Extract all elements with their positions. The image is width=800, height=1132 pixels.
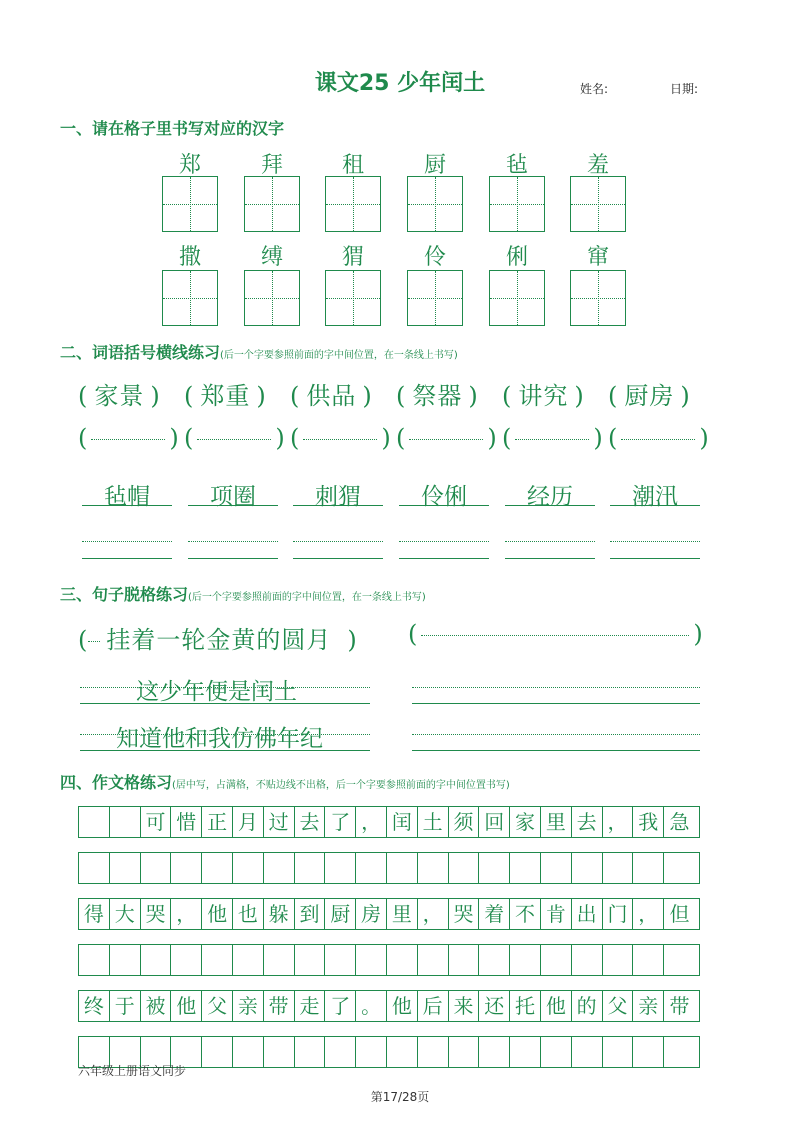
grid-cell[interactable] [325,853,356,883]
line-word: 潮汛 [632,484,678,510]
grid-cell: 着 [479,899,510,929]
name-label: 姓名: [580,82,609,96]
grid-cell: 亲 [233,991,264,1021]
grid-cell[interactable] [325,945,356,975]
grid-cell: ， [356,807,387,837]
grid-cell[interactable] [541,1037,572,1067]
blank-writing-line[interactable] [82,558,172,559]
char-label: 厨 [423,153,446,178]
word-underline [293,505,383,506]
grid-cell[interactable] [418,1037,449,1067]
grid-cell[interactable] [356,945,387,975]
tian-grid-box[interactable] [244,176,300,232]
grid-cell[interactable] [449,1037,480,1067]
paren-word: ( 讲究 ) [502,382,585,410]
paren-word-text: 讲究 [518,382,569,410]
grid-cell[interactable] [449,945,480,975]
paren-word: ( 郑重 ) [184,382,267,410]
sentence-paren: ( 挂着一轮金黄的圆月 ) [78,626,358,654]
grid-cell[interactable] [295,853,326,883]
char-label: 窜 [586,245,609,270]
grid-cell[interactable] [79,945,110,975]
grid-cell[interactable] [572,1037,603,1067]
page-number: 第17/28页 [370,1090,430,1104]
grid-cell: 亲 [633,991,664,1021]
tian-grid-box[interactable] [407,270,463,326]
grid-cell: 家 [510,807,541,837]
section4-note: (居中写，占满格，不贴边线不出格，后一个字要参照前面的字中间位置书写) [172,780,510,791]
grid-cell: 急 [669,810,690,834]
word-underline [399,505,489,506]
blank-dotted-guide [412,734,700,735]
grid-cell: 去 [572,807,603,837]
grid-cell: 托 [510,991,541,1021]
blank-writing-line[interactable] [412,750,700,751]
line-word: 刺猬 [315,484,361,510]
grid-cell: 他 [387,991,418,1021]
tian-grid-box[interactable] [570,176,626,232]
grid-cell: ， [603,807,634,837]
word-underline [188,505,278,506]
paren-word-text: 郑重 [200,382,251,410]
grid-cell: 父 [202,991,233,1021]
grid-cell: 他 [171,991,202,1021]
grid-row [78,898,700,930]
section4-title: 四、作文格练习 [60,773,173,792]
sentence-underline [80,703,370,704]
grid-cell: 闰 [387,807,418,837]
blank-dotted-guide [610,541,700,542]
blank-dotted-guide [82,541,172,542]
grid-cell[interactable] [110,945,141,975]
grid-cell: 来 [449,991,480,1021]
line-word: 经历 [527,484,573,510]
section2-title: 二、词语括号横线练习 [60,343,221,362]
sentence-text: 知道他和我仿佛年纪 [116,726,323,752]
blank-writing-line[interactable] [188,558,278,559]
grid-cell: 了 [325,991,356,1021]
section3-note: (后一个字要参照前面的字中间位置，在一条线上书写) [188,592,426,603]
grid-cell: 的 [572,991,603,1021]
tian-grid-box[interactable] [570,270,626,326]
grid-cell[interactable] [510,1037,541,1067]
grid-cell: ， [171,899,202,929]
grid-cell: 还 [479,991,510,1021]
grid-cell[interactable] [171,945,202,975]
tian-grid-box[interactable] [489,176,545,232]
empty-paren-field[interactable]: ( ) [502,424,603,452]
empty-paren-field[interactable]: ( ) [290,424,391,452]
grid-cell[interactable] [202,853,233,883]
grid-cell: 惜 [171,807,202,837]
grid-cell: 过 [264,807,295,837]
grid-cell: ， [418,899,449,929]
word-underline [505,505,595,506]
grid-cell: 可 [141,807,172,837]
grid-cell[interactable] [356,1037,387,1067]
grid-cell[interactable] [264,853,295,883]
empty-paren-field[interactable]: ( ) [608,424,709,452]
blank-writing-line[interactable] [505,558,595,559]
grid-cell: 肯 [541,899,572,929]
grid-cell[interactable] [479,945,510,975]
grid-cell: 须 [449,807,480,837]
grid-row [78,806,700,838]
section4-heading [60,770,510,793]
grid-cell[interactable] [233,1037,264,1067]
paren-word-text: 厨房 [624,382,675,410]
grid-cell[interactable] [295,1037,326,1067]
blank-dotted-guide [399,541,489,542]
section2-heading [60,340,458,363]
grid-cell[interactable] [603,1037,634,1067]
grid-row [78,944,700,976]
word-underline [82,505,172,506]
grid-cell: 也 [233,899,264,929]
grid-cell[interactable] [541,853,572,883]
grid-cell[interactable] [202,1037,233,1067]
empty-paren-field[interactable]: ( ) [396,424,497,452]
blank-writing-line[interactable] [412,703,700,704]
grid-cell[interactable] [295,945,326,975]
grid-cell[interactable] [418,945,449,975]
grid-cell[interactable] [572,945,603,975]
grid-cell: 躲 [264,899,295,929]
paren-word-text: 供品 [306,382,357,410]
grid-cell: 出 [572,899,603,929]
grid-cell: 不 [510,899,541,929]
grid-cell: 我 [633,807,664,837]
section1-heading: 一、请在格子里书写对应的汉字 [60,119,285,138]
empty-sentence-field[interactable]: ( ) [408,620,703,648]
grid-cell[interactable] [264,945,295,975]
word-underline [610,505,700,506]
grid-cell[interactable] [633,853,664,883]
char-label: 伶 [423,245,446,270]
tian-grid-box[interactable] [489,270,545,326]
grid-cell: 但 [669,902,690,926]
char-label: 毡 [505,153,528,178]
tian-grid-box[interactable] [407,176,463,232]
grid-cell: 回 [479,807,510,837]
blank-writing-line[interactable] [610,558,700,559]
grid-cell[interactable] [264,1037,295,1067]
char-label: 撒 [178,245,201,270]
tian-grid-box[interactable] [162,270,218,326]
grid-cell[interactable] [356,853,387,883]
grid-cell: 得 [79,899,110,929]
grid-cell: 走 [295,991,326,1021]
grid-cell[interactable] [664,853,695,883]
grid-cell: 被 [141,991,172,1021]
char-label: 租 [341,153,364,178]
grid-cell[interactable] [79,853,110,883]
grid-cell[interactable] [479,853,510,883]
line-word: 伶俐 [421,484,467,510]
grid-cell: 后 [418,991,449,1021]
grid-cell: 带 [264,991,295,1021]
grid-cell: 于 [110,991,141,1021]
paren-word: ( 供品 ) [290,382,373,410]
grid-cell: 正 [202,807,233,837]
grid-cell: 里 [541,807,572,837]
tian-grid-box[interactable] [162,176,218,232]
grid-cell[interactable] [202,945,233,975]
grid-cell[interactable] [141,945,172,975]
section3-heading [60,582,426,605]
sentence-text: 这少年便是闰土 [136,679,297,705]
grid-cell: 大 [110,899,141,929]
grid-cell: 门 [603,899,634,929]
book-name: 六年级上册语文同步 [78,1064,187,1078]
grid-cell[interactable] [572,853,603,883]
paren-word-text: 家景 [94,382,145,410]
grid-cell[interactable] [664,1037,695,1067]
grid-cell: 他 [202,899,233,929]
grid-cell: ， [633,899,664,929]
section3-title: 三、句子脱格练习 [60,585,189,604]
grid-row [78,852,700,884]
blank-dotted-guide [412,687,700,688]
char-label: 羞 [586,153,609,178]
paren-word: ( 厨房 ) [608,382,691,410]
char-label: 缚 [260,245,283,270]
grid-cell: 带 [669,994,690,1018]
blank-writing-line[interactable] [293,558,383,559]
grid-cell: 他 [541,991,572,1021]
tian-grid-box[interactable] [325,270,381,326]
grid-cell: 去 [295,807,326,837]
grid-cell[interactable] [449,853,480,883]
grid-cell[interactable] [387,853,418,883]
grid-cell[interactable] [79,807,110,837]
grid-cell[interactable] [664,945,695,975]
char-label: 猬 [341,245,364,270]
grid-cell[interactable] [418,853,449,883]
grid-cell[interactable] [633,945,664,975]
paren-word: ( 家景 ) [78,382,161,410]
grid-cell[interactable] [541,945,572,975]
grid-cell: 房 [356,899,387,929]
blank-dotted-guide [505,541,595,542]
empty-paren-field[interactable]: ( ) [78,424,179,452]
line-word: 毡帽 [104,484,150,510]
paren-word-text: 祭器 [412,382,463,410]
page-title: 课文25 少年闰土 [314,71,486,96]
grid-cell[interactable] [510,945,541,975]
sentence-text: 挂着一轮金黄的圆月 [106,626,332,654]
grid-cell[interactable] [510,853,541,883]
char-label: 郑 [178,153,201,178]
composition-grid [78,806,700,1068]
grid-cell: 哭 [449,899,480,929]
grid-cell[interactable] [603,945,634,975]
date-label: 日期: [670,82,699,96]
tian-grid-box[interactable] [244,270,300,326]
grid-cell: 月 [233,807,264,837]
tian-grid-box[interactable] [325,176,381,232]
empty-paren-field[interactable]: ( ) [184,424,285,452]
blank-writing-line[interactable] [399,558,489,559]
section2-note: (后一个字要参照前面的字中间位置，在一条线上书写) [220,350,458,361]
grid-cell: 到 [295,899,326,929]
grid-cell[interactable] [110,807,141,837]
grid-cell[interactable] [603,853,634,883]
paren-word: ( 祭器 ) [396,382,479,410]
char-label: 俐 [505,245,528,270]
grid-cell: 土 [418,807,449,837]
grid-cell[interactable] [479,1037,510,1067]
blank-dotted-guide [293,541,383,542]
grid-cell: 父 [603,991,634,1021]
grid-cell[interactable] [387,1037,418,1067]
grid-cell[interactable] [110,853,141,883]
char-label: 拜 [260,153,283,178]
grid-cell[interactable] [141,853,172,883]
grid-cell: 终 [79,991,110,1021]
grid-row [78,990,700,1022]
grid-cell: 哭 [141,899,172,929]
grid-cell[interactable] [233,945,264,975]
grid-cell[interactable] [633,1037,664,1067]
grid-cell[interactable] [233,853,264,883]
grid-cell: 了 [325,807,356,837]
grid-cell[interactable] [325,1037,356,1067]
grid-cell: 。 [356,991,387,1021]
blank-dotted-guide [188,541,278,542]
grid-cell: 厨 [325,899,356,929]
line-word: 项圈 [210,484,256,510]
grid-cell[interactable] [171,853,202,883]
sentence-underline [80,750,370,751]
grid-cell: 里 [387,899,418,929]
grid-cell[interactable] [387,945,418,975]
